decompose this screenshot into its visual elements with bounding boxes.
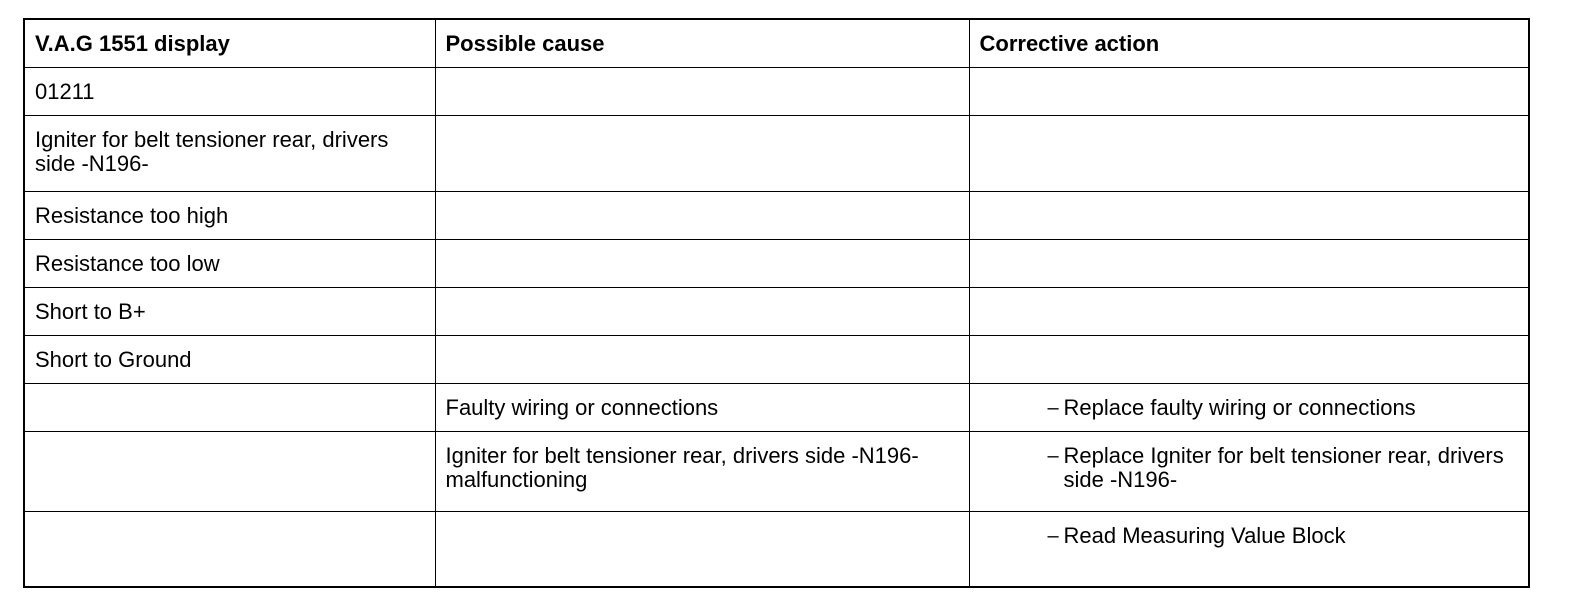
empty-cell [969, 67, 1529, 115]
empty-cell [435, 115, 969, 191]
empty-cell [969, 191, 1529, 239]
fault-type: Short to B+ [24, 287, 435, 335]
bullet-dash: – [1047, 524, 1059, 547]
empty-cell [969, 287, 1529, 335]
empty-cell [435, 287, 969, 335]
empty-cell [24, 383, 435, 431]
table-row [24, 67, 1529, 115]
table-header-row [24, 19, 1529, 67]
bullet-dash: – [1047, 444, 1059, 467]
fault-type: Resistance too low [24, 239, 435, 287]
empty-cell [969, 115, 1529, 191]
header-action: Corrective action [969, 19, 1529, 67]
table-row [24, 115, 1529, 191]
empty-cell [969, 335, 1529, 383]
table-row [24, 191, 1529, 239]
corrective-action [969, 511, 1529, 587]
empty-cell [24, 431, 435, 511]
table-row [24, 287, 1529, 335]
empty-cell [435, 191, 969, 239]
diagnostic-table [23, 18, 1530, 588]
fault-type: Short to Ground [24, 335, 435, 383]
possible-cause: Faulty wiring or connections [435, 383, 969, 431]
header-cause: Possible cause [435, 19, 969, 67]
table-row [24, 511, 1529, 587]
corrective-action [969, 431, 1529, 511]
table-row [24, 239, 1529, 287]
table-row [24, 335, 1529, 383]
corrective-action-text: Read Measuring Value Block [1063, 522, 1346, 548]
empty-cell [435, 335, 969, 383]
empty-cell [435, 67, 969, 115]
fault-component: Igniter for belt tensioner rear, drivers side -N196- [24, 115, 435, 191]
fault-code: 01211 [24, 67, 435, 115]
corrective-action-text: Replace faulty wiring or connections [1063, 394, 1416, 420]
fault-type: Resistance too high [24, 191, 435, 239]
empty-cell [969, 239, 1529, 287]
header-display: V.A.G 1551 display [24, 19, 435, 67]
empty-cell [435, 239, 969, 287]
table-row [24, 383, 1529, 431]
empty-cell [24, 511, 435, 587]
empty-cell [435, 511, 969, 587]
table-row [24, 431, 1529, 511]
corrective-action [969, 383, 1529, 431]
possible-cause: Igniter for belt tensioner rear, drivers side -N196- malfunctioning [435, 431, 969, 511]
bullet-dash: – [1047, 396, 1059, 419]
corrective-action-text: Replace Igniter for belt tensioner rear, drivers side -N196- [1063, 442, 1504, 492]
